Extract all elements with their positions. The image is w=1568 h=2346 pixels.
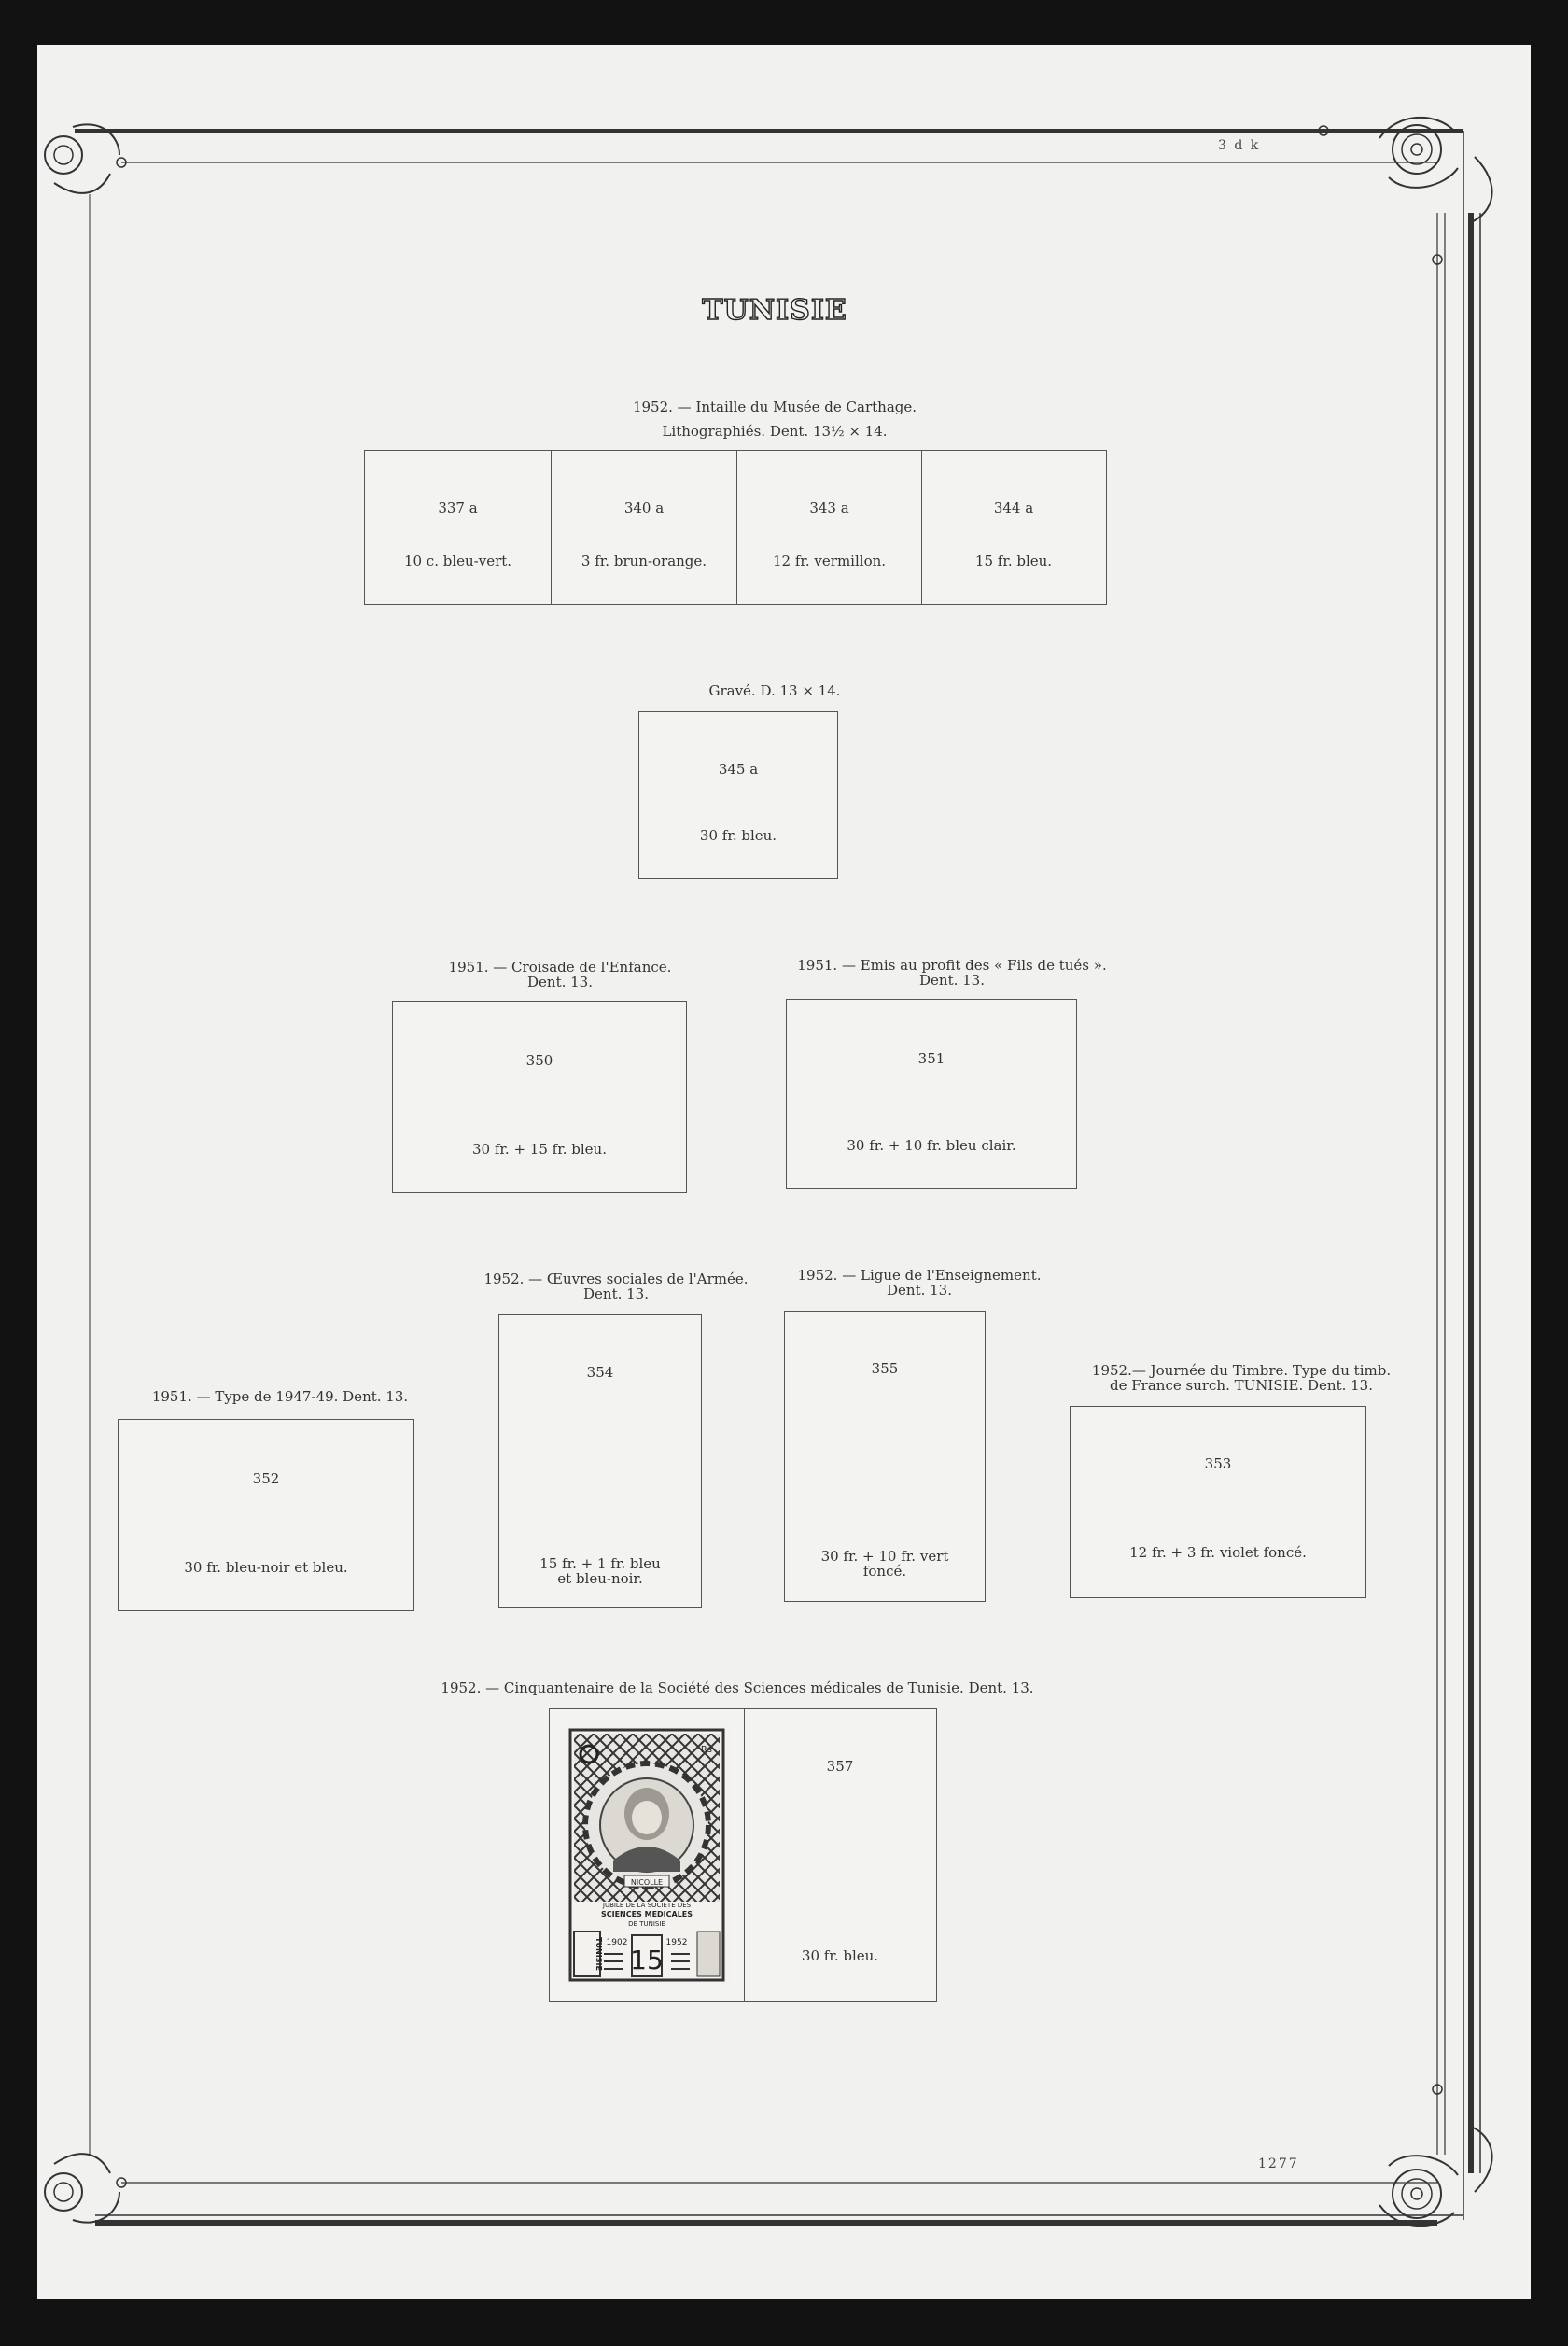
stamp-name: NICOLLE [630,1878,664,1887]
stamp-top-text: Rs [700,1745,712,1755]
stamp-slot [551,451,736,604]
stamp-slot [921,451,1105,604]
g5-stamp-slot [118,1419,414,1611]
stamp-description: 30 fr. bleu. [699,827,777,844]
g8-heading-2: de France surch. TUNISIE. Dent. 13. [1110,1377,1373,1394]
stamp-caption-2: SCIENCES MEDICALES [600,1910,693,1918]
g9-heading: 1952. — Cinquantenaire de la Société des Sciences médicales de Tunisie. Dent. 13. [441,1679,1034,1696]
g6-stamp-slot [498,1314,702,1608]
g2-stamp-slot [638,711,838,879]
stamp-number: 353 [1204,1455,1232,1472]
stamp-number: 355 [871,1360,899,1377]
g7-heading-1: 1952. — Ligue de l'Enseignement. [797,1267,1042,1284]
g8-stamp-slot [1070,1406,1366,1598]
g4-stamp-slot [786,999,1077,1189]
page-title: TUNISIE [702,294,847,327]
stamp-description: 30 fr. + 15 fr. bleu. [472,1141,607,1158]
page-number: 1277 [1258,2156,1299,2171]
stamp-slot-filled [550,1709,744,2001]
g4-heading-2: Dent. 13. [919,972,985,989]
g3-stamp-slot [392,1001,687,1193]
g6-heading-2: Dent. 13. [583,1285,649,1302]
stamp-year-right: 1952 [665,1938,688,1947]
g1-heading-1: 1952. — Intaille du Musée de Carthage. [632,399,917,415]
stamp-description: 3 fr. brun-orange. [581,553,707,569]
g8-heading-1: 1952.— Journée du Timbre. Type du timb. [1091,1362,1392,1379]
g5-heading: 1951. — Type de 1947-49. Dent. 13. [151,1388,409,1405]
g3-heading-2: Dent. 13. [527,974,593,990]
stamp-value: 15 [630,1945,664,1975]
stamp-year-left: 1902 [606,1938,628,1947]
stamp-caption-1: JUBILE DE LA SOCIETE DES [602,1902,692,1909]
stamp-description: 10 c. bleu-vert. [403,553,512,569]
g3-heading-1: 1951. — Croisade de l'Enfance. [448,959,672,976]
stamp-number: 354 [586,1364,614,1381]
stamp-number: 357 [826,1758,854,1775]
g1-stamp-frame [364,450,1107,605]
stamp-description: 30 fr. + 10 fr. bleu clair. [847,1137,1016,1154]
g7-heading-2: Dent. 13. [887,1282,952,1299]
stamp-number: 352 [252,1470,280,1487]
stamp-number: 350 [525,1052,553,1069]
stamp-description: 12 fr. + 3 fr. violet foncé. [1129,1544,1307,1561]
stamp-slot [365,451,551,604]
album-page [37,45,1531,2299]
stamp-description-1: 30 fr. + 10 fr. vert [820,1548,949,1565]
g7-stamp-slot [784,1311,986,1602]
stamp-number: 351 [917,1050,945,1067]
g4-heading-1: 1951. — Emis au profit des « Fils de tués ». [797,957,1107,974]
stamp-description-2: foncé. [862,1563,907,1580]
stamp-description: 30 fr. bleu. [801,1947,879,1964]
g6-heading-1: 1952. — Œuvres sociales de l'Armée. [483,1271,749,1287]
stamp-description: 30 fr. bleu-noir et bleu. [184,1559,348,1576]
stamp-description-1: 15 fr. + 1 fr. bleu [539,1555,661,1572]
g9-stamp-frame [549,1708,937,2002]
g2-heading: Gravé. D. 13 × 14. [708,682,841,699]
stamp-country: TUNISIE [595,1937,603,1971]
stamp-slot [744,1709,935,2001]
stamp-description-2: et bleu-noir. [557,1570,643,1587]
stamp-number: 344 a [993,499,1034,516]
stamp-slot [736,451,921,604]
stamp-number: 343 a [809,499,849,516]
stamp-image [561,1721,733,1989]
corner-mark: 3 d k [1218,138,1261,153]
stamp-number: 340 a [623,499,665,516]
stamp-caption-3: DE TUNISIE [628,1920,665,1928]
stamp-number: 337 a [438,499,478,516]
stamp-description: 15 fr. bleu. [974,553,1053,569]
stamp-description: 12 fr. vermillon. [772,553,887,569]
g1-heading-2: Lithographiés. Dent. 13½ × 14. [662,423,888,440]
stamp-number: 345 a [718,761,759,778]
